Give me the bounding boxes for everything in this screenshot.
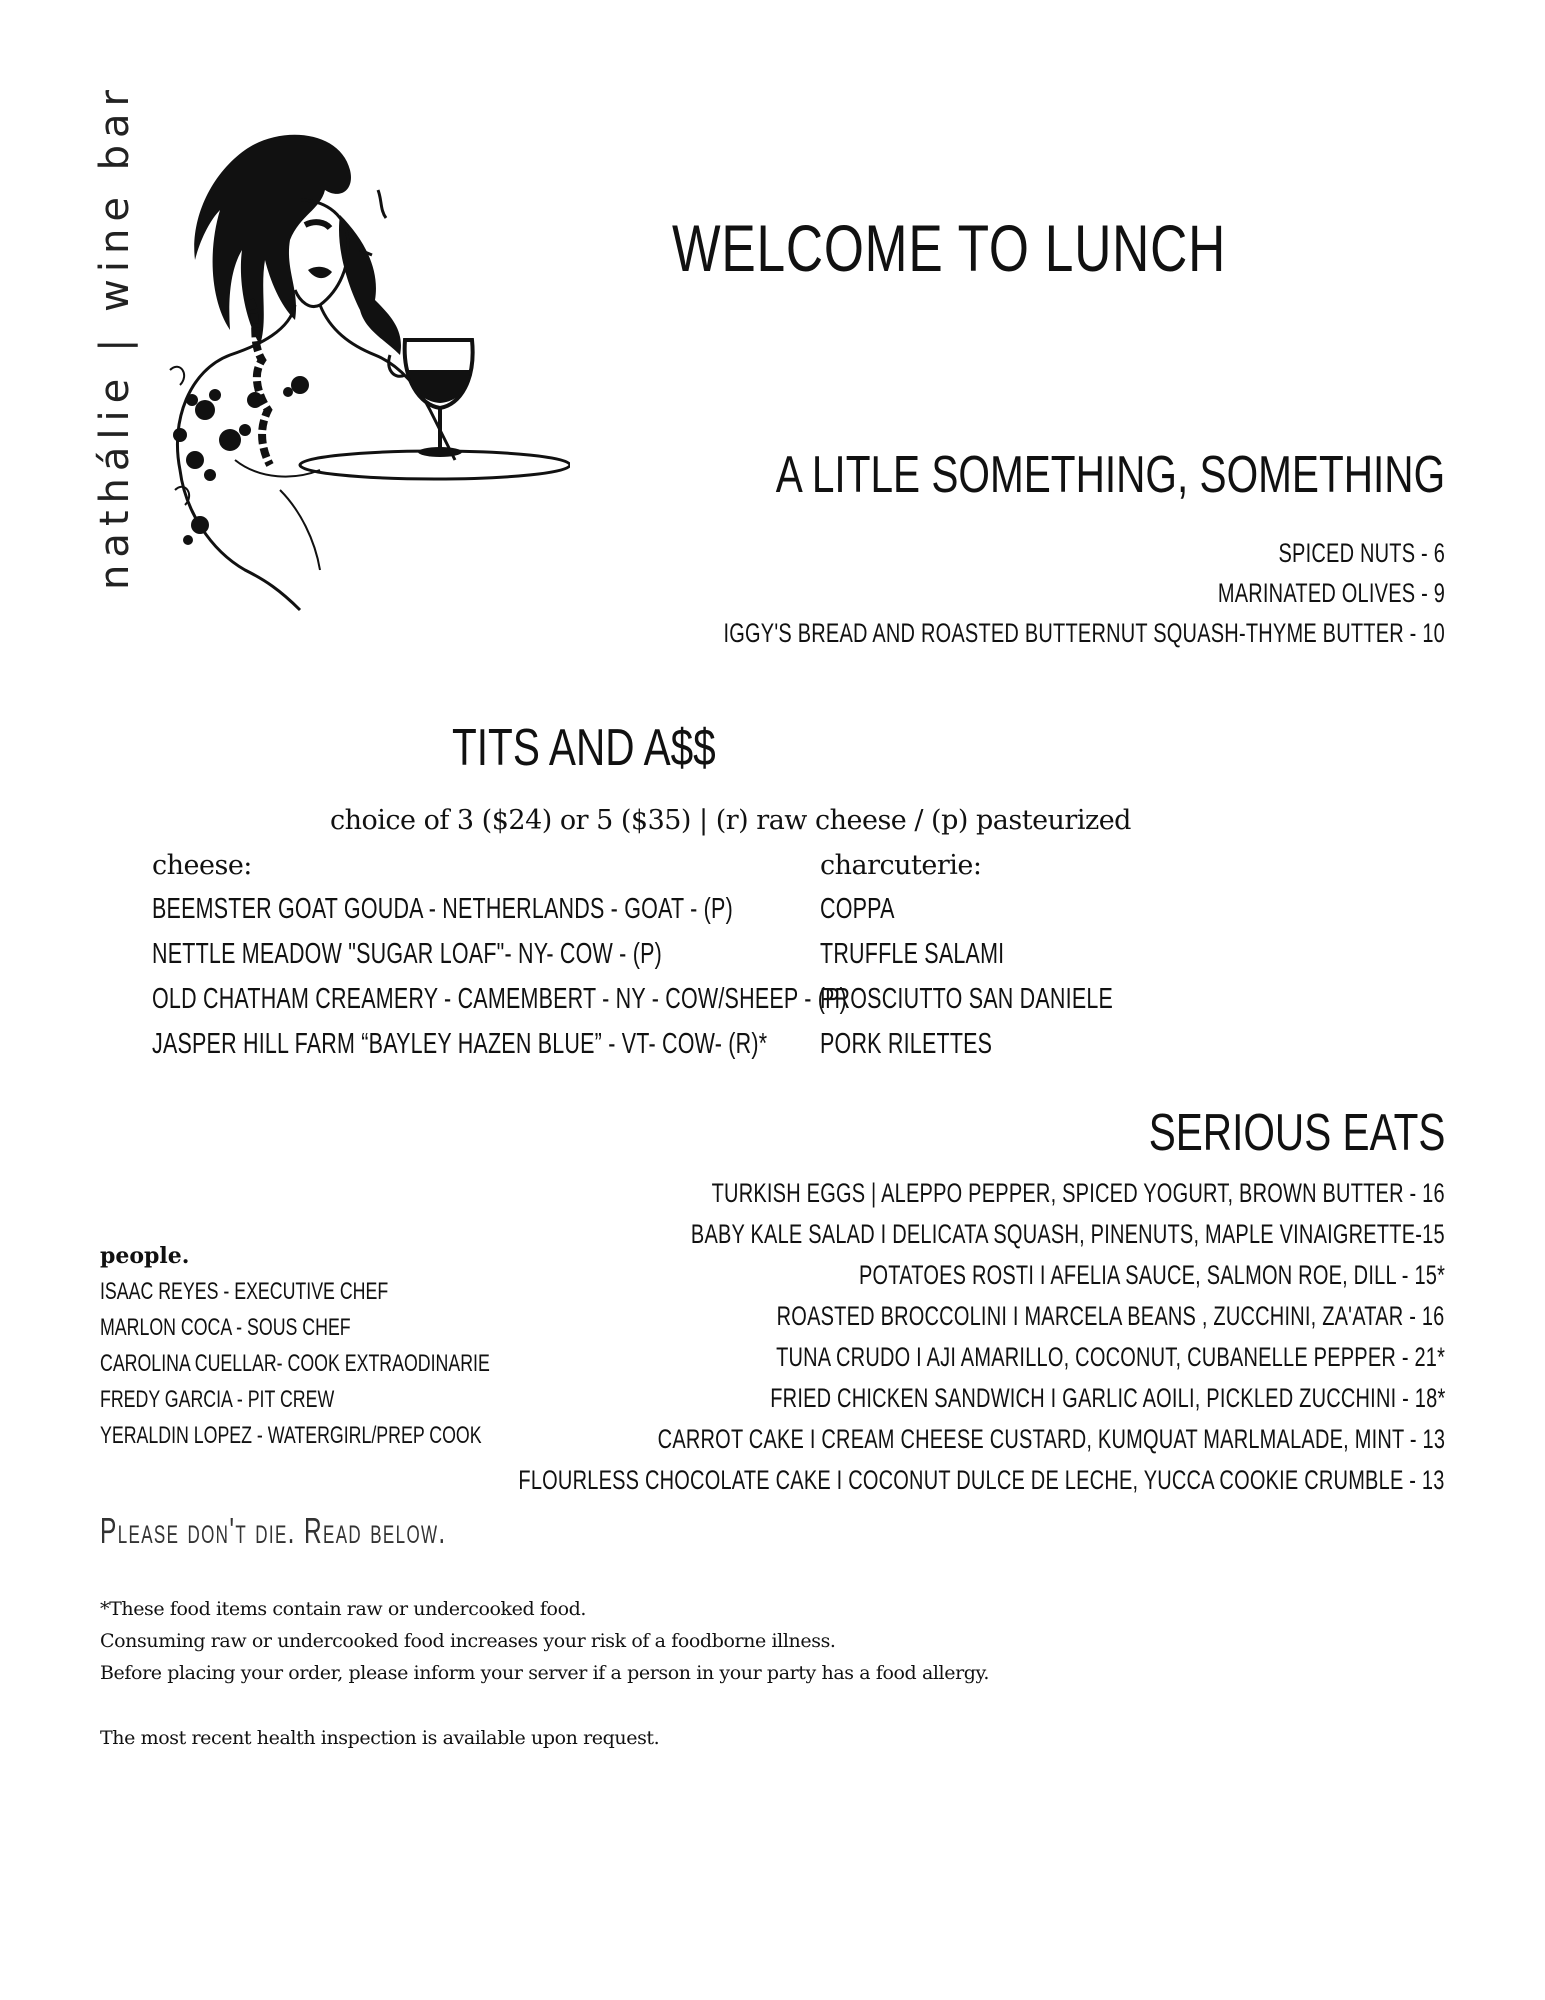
charcuterie-item: TRUFFLE SALAMI	[820, 938, 1005, 970]
menu-item: POTATOES ROSTI I AFELIA SAUCE, SALMON ROE, DILL - 15*	[858, 1260, 1445, 1290]
staff-item: YERALDIN LOPEZ - WATERGIRL/PREP COOK	[100, 1422, 482, 1449]
cheese-item: NETTLE MEADOW "SUGAR LOAF"- NY- COW - (P)	[152, 938, 662, 970]
menu-item: IGGY'S BREAD AND ROASTED BUTTERNUT SQUASH-THYME BUTTER - 10	[723, 618, 1445, 648]
menu-item: BABY KALE SALAD I DELICATA SQUASH, PINENUTS, MAPLE VINAIGRETTE-15	[691, 1219, 1445, 1249]
notice-line: Before placing your order, please inform your server if a person in your party has a food allergy.	[100, 1662, 989, 1684]
menu-item: ROASTED BROCCOLINI I MARCELA BEANS , ZUCCHINI, ZA'ATAR - 16	[777, 1301, 1445, 1331]
menu-item: FLOURLESS CHOCOLATE CAKE I COCONUT DULCE DE LECHE, YUCCA COOKIE CRUMBLE - 13	[518, 1465, 1445, 1495]
notice-line: Consuming raw or undercooked food increases your risk of a foodborne illness.	[100, 1630, 836, 1652]
charcuterie-item: COPPA	[820, 893, 895, 925]
brand-name-vertical: nathálie | wine bar	[92, 82, 138, 590]
menu-item: FRIED CHICKEN SANDWICH I GARLIC AOILI, PICKLED ZUCCHINI - 18*	[769, 1383, 1445, 1413]
menu-item: TUNA CRUDO I AJI AMARILLO, COCONUT, CUBANELLE PEPPER - 21*	[775, 1342, 1445, 1372]
charcuterie-item: PROSCIUTTO SAN DANIELE	[820, 983, 1114, 1015]
menu-item: TURKISH EGGS | ALEPPO PEPPER, SPICED YOGURT, BROWN BUTTER - 16	[711, 1178, 1445, 1208]
cheese-item: BEEMSTER GOAT GOUDA - NETHERLANDS - GOAT - (P)	[152, 893, 733, 925]
menu-item: MARINATED OLIVES - 9	[1217, 578, 1445, 608]
menu-item: CARROT CAKE I CREAM CHEESE CUSTARD, KUMQUAT MARLMALADE, MINT - 13	[657, 1424, 1445, 1454]
staff-item: MARLON COCA - SOUS CHEF	[100, 1314, 351, 1341]
cheese-item: JASPER HILL FARM “BAYLEY HAZEN BLUE” - VT- COW- (R)*	[152, 1028, 768, 1060]
cheese-item: OLD CHATHAM CREAMERY - CAMEMBERT - NY - COW/SHEEP - (P)	[152, 983, 848, 1015]
woman-wine-illustration	[150, 130, 570, 620]
warning-heading: Please don't die. Read below.	[100, 1510, 447, 1551]
starters-heading: A LITLE SOMETHING, SOMETHING	[775, 446, 1445, 504]
menu-item: SPICED NUTS - 6	[1278, 538, 1445, 568]
staff-item: FREDY GARCIA - PIT CREW	[100, 1386, 335, 1413]
staff-item: CAROLINA CUELLAR- COOK EXTRAODINARIE	[100, 1350, 490, 1377]
mains-heading: SERIOUS EATS	[1148, 1104, 1445, 1162]
board-subtitle: choice of 3 ($24) or 5 ($35) | (r) raw cheese / (p) pasteurized	[330, 805, 1131, 836]
page-title: WELCOME TO LUNCH	[672, 211, 1227, 285]
notice-line: *These food items contain raw or undercooked food.	[100, 1598, 587, 1620]
cheese-label: cheese:	[152, 850, 252, 881]
charcuterie-item: PORK RILETTES	[820, 1028, 993, 1060]
board-heading: TITS AND A$$	[452, 719, 716, 777]
staff-item: ISAAC REYES - EXECUTIVE CHEF	[100, 1278, 389, 1305]
people-heading: people.	[100, 1243, 190, 1269]
inspection-notice: The most recent health inspection is available upon request.	[100, 1727, 660, 1749]
charcuterie-label: charcuterie:	[820, 850, 982, 881]
